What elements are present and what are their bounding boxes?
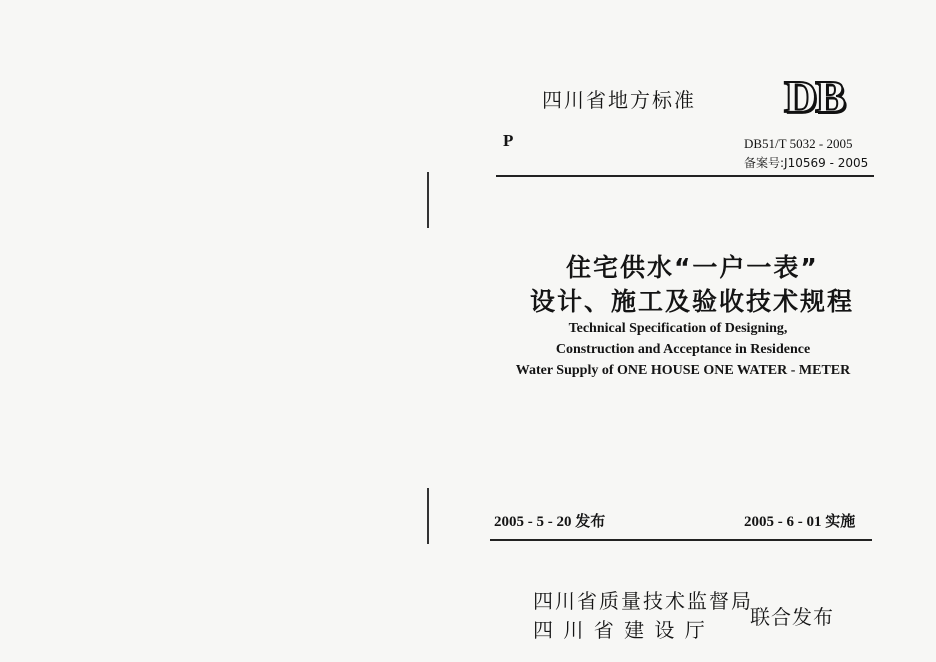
category-code: P: [503, 131, 514, 150]
binding-mark-top: [427, 172, 429, 228]
issue-date: 2005 - 5 - 20 发布: [494, 514, 606, 530]
db-logo: DB: [784, 71, 844, 122]
standard-type: 四川省地方标准: [542, 88, 696, 112]
title-cn-line1: 住宅供水“一户一表”: [566, 253, 819, 282]
title-en-line3: Water Supply of ONE HOUSE ONE WATER - METER: [515, 363, 851, 378]
title-en-line2: Construction and Acceptance in Residence: [555, 342, 811, 357]
dates-rule: [490, 539, 872, 541]
joint-publish-label: 联合发布: [750, 605, 834, 629]
binding-mark-bottom: [427, 488, 429, 544]
publisher-org1: 四川省质量技术监督局: [533, 589, 753, 613]
standard-number: DB51/T 5032 - 2005: [744, 136, 853, 151]
publisher-org2: 四 川 省 建 设 厅: [533, 618, 707, 642]
implement-date: 2005 - 6 - 01 实施: [744, 514, 856, 530]
record-number: 备案号:J10569 - 2005: [744, 156, 869, 170]
title-en-line1: Technical Specification of Designing,: [568, 321, 788, 336]
title-cn-line2: 设计、施工及验收技术规程: [530, 287, 855, 316]
header-rule: [496, 175, 874, 177]
